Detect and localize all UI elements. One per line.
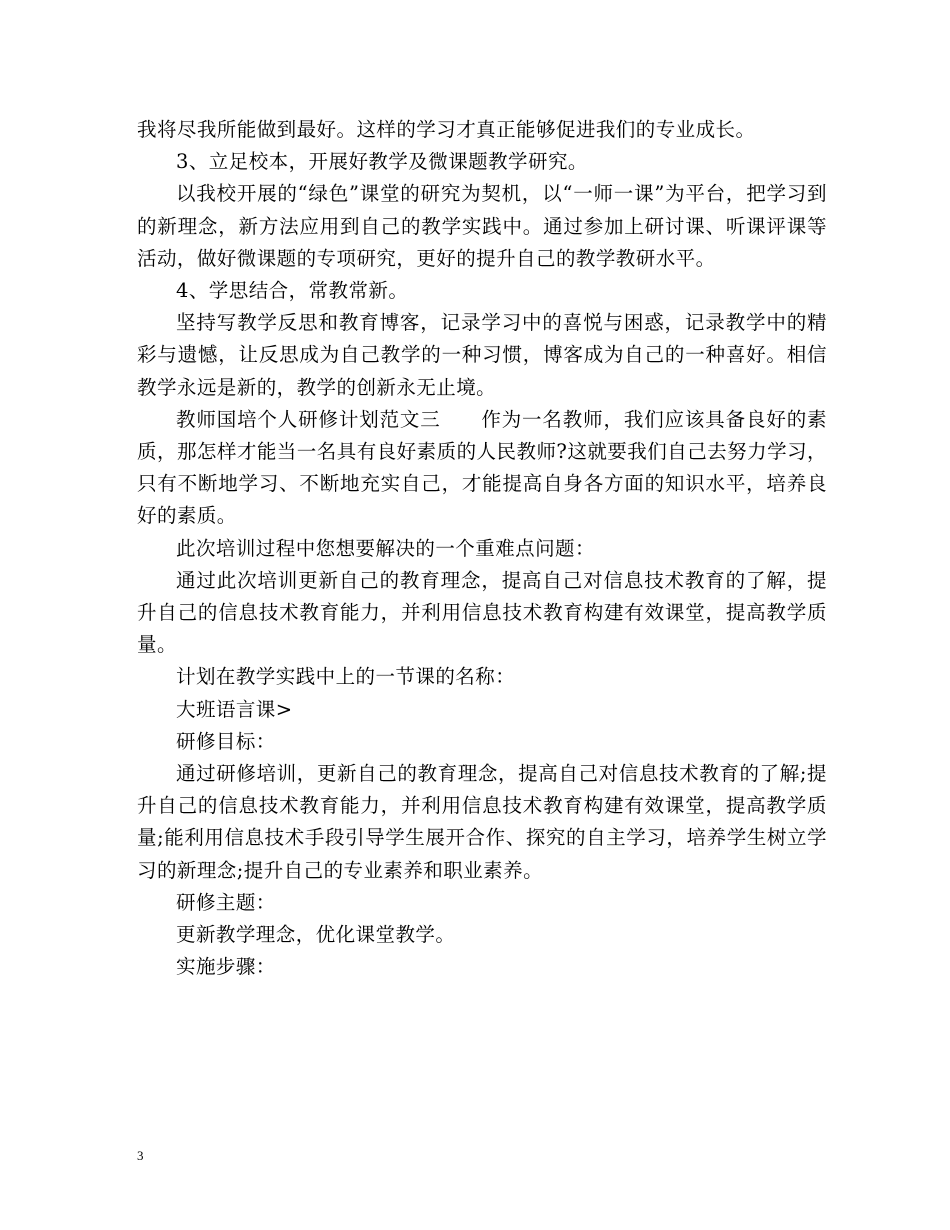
body-paragraph: 4、学思结合，常教常新。 — [176, 279, 409, 303]
body-paragraph: 以我校开展的“绿色”课堂的研究为契机，以“一师一课”为平台，把学习到的新理念，新方法应用到自己的教学实践中。通过参加上研讨课、听课评课等活动，做好微课题的专项研究，更好的提升自己的教学教研水平。 — [137, 182, 827, 270]
body-paragraph: 教师国培个人研修计划范文三 作为一名教师，我们应该具备良好的素质，那怎样才能当一名具有良好素质的人民教师?这就要我们自己去努力学习，只有不断地学习、不断地充实自己，才能提高自身各方面的知识水平，培养良好的素质。 — [137, 407, 827, 528]
body-paragraph: 研修主题： — [176, 890, 276, 914]
document-body — [137, 114, 827, 983]
page-number: 3 — [137, 1148, 144, 1163]
body-paragraph: 我将尽我所能做到最好。这样的学习才真正能够促进我们的专业成长。 — [137, 118, 756, 141]
body-paragraph: 3、立足校本，开展好教学及微课题教学研究。 — [176, 150, 588, 174]
body-paragraph: 此次培训过程中您想要解决的一个重难点问题： — [176, 536, 595, 560]
body-paragraph: 研修目标： — [176, 729, 276, 753]
body-paragraph: 大班语言课> — [176, 697, 293, 721]
body-paragraph: 实施步骤： — [176, 955, 276, 979]
body-paragraph: 坚持写教学反思和教育博客，记录学习中的喜悦与困惑，记录教学中的精彩与遗憾，让反思成为自己教学的一种习惯，博客成为自己的一种喜好。相信教学永远是新的，教学的创新永无止境。 — [137, 311, 827, 399]
body-paragraph: 更新教学理念，优化课堂教学。 — [176, 923, 456, 947]
body-paragraph: 通过研修培训，更新自己的教育理念，提高自己对信息技术教育的了解;提升自己的信息技术教育能力，并利用信息技术教育构建有效课堂，提高教学质量;能利用信息技术手段引导学生展开合作、探究的自主学习，培养学生树立学习的新理念;提升自己的专业素养和职业素养。 — [137, 762, 827, 882]
body-paragraph: 计划在教学实践中上的一节课的名称： — [176, 665, 516, 689]
body-paragraph: 通过此次培训更新自己的教育理念，提高自己对信息技术教育的了解，提升自己的信息技术教育能力，并利用信息技术教育构建有效课堂，提高教学质量。 — [137, 568, 827, 657]
